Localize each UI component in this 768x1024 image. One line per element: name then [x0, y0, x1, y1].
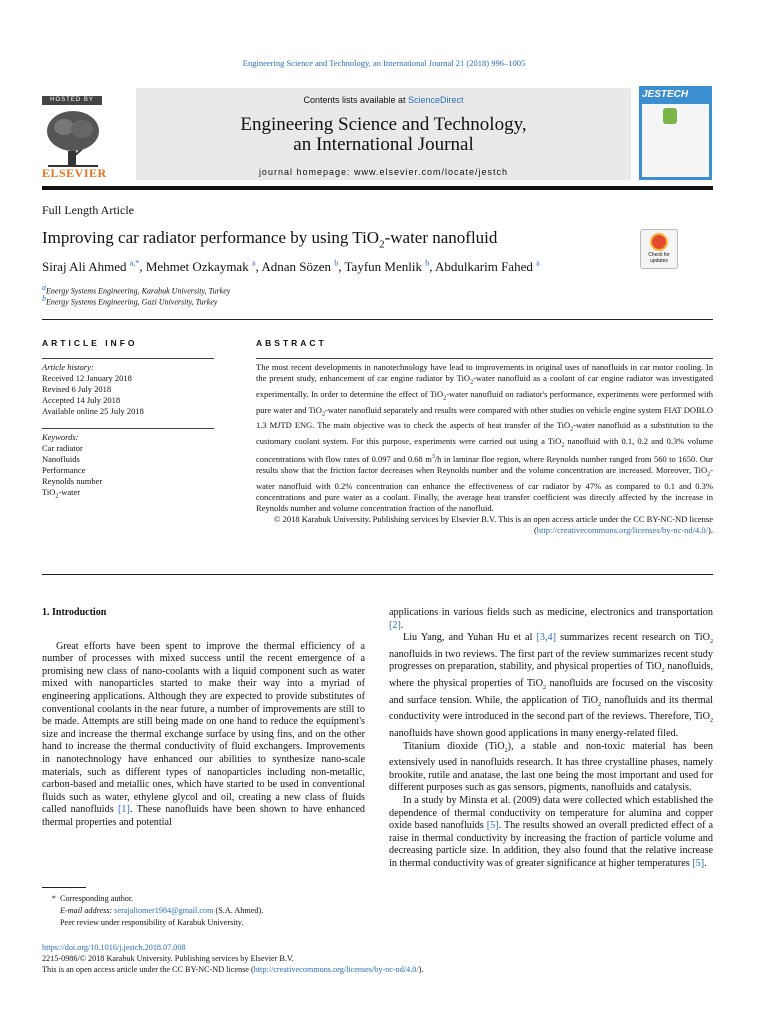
history-label: Article history: — [42, 362, 94, 372]
article-title — [42, 228, 497, 250]
contents-prefix: Contents lists available at — [303, 95, 409, 105]
doi-link[interactable]: https://doi.org/10.1016/j.jestch.2018.07.008 — [42, 943, 186, 952]
affiliation-b: $^b$Energy Systems Engineering, Gazi University, Turkey — [42, 294, 218, 307]
homepage-url[interactable]: www.elsevier.com/locate/jestch — [354, 167, 509, 177]
footnotes — [42, 893, 372, 929]
body-right-column — [389, 607, 713, 870]
paragraph-reviews: Liu Yang, and Yuhan Hu et al [3,4] summarizes recent research on TiO$_2$ nanofluids in two reviews. The first part of the review summarizes recent study progresses on preparation, stability, and physical properties of TiO$_2$ nanofluids, where the physical properties of TiO$_2$ nanofluids are focused on the viscosity and surface tension. While, the application of TiO$_2$ nanofluids and its thermal conductivity were introduced in the second part of the reviews. Therefore, TiO$_2$ nanofluids have shown good applications in many energy-related filed. — [389, 632, 713, 739]
corresponding-author-note: * Corresponding author. — [51, 894, 134, 903]
citation-link[interactable]: [2] — [389, 619, 401, 631]
cover-label: JESTECH — [642, 89, 689, 100]
issn-line: 2215-0986/© 2018 Karabuk University. Publishing services by Elsevier B.V. — [42, 954, 294, 963]
footer — [42, 942, 423, 975]
cover-emblem-icon — [663, 108, 677, 124]
keywords: Keywords: Car radiator Nanofluids Performance Reynolds number TiO$_2$-water — [42, 432, 103, 500]
paragraph-minsta: In a study by Minsta et al. (2009) data were collected which established the dependence of thermal conductivity on temperature for alumina and copper oxide based nanofluids [5]. The results showed an overall predicted effect of a raise in thermal conductivity by increasing the fraction of particle volume and decreasing particle size. In addition, they also found that the relative increase in thermal conductivity was of greater significance at higher temperatures [5]. — [389, 794, 714, 869]
check-for-updates-button[interactable] — [640, 229, 678, 269]
abstract-copyright: © 2018 Karabuk University. Publishing services by Elsevier B.V. This is an open access article under the CC BY-NC-ND license (http://creativecommons.org/licenses/by-nc-nd/4.0/). — [273, 513, 713, 536]
title-subscript: 2 — [379, 238, 385, 251]
keywords-rule — [42, 428, 214, 429]
citation-link[interactable]: [5] — [486, 820, 499, 832]
author[interactable]: Adnan Sözen $^b$, — [261, 259, 345, 275]
email-link[interactable]: serajaliomer1984@gmail.com — [114, 906, 214, 915]
hosted-by-label: HOSTED BY — [42, 96, 102, 105]
paragraph-continued: applications in various fields such as medicine, electronics and transportation [2]. — [389, 607, 713, 631]
citation-link[interactable]: [3,4] — [536, 632, 557, 644]
check-updates-icon — [650, 233, 668, 251]
journal-title — [136, 115, 631, 155]
intro-paragraph-1: Great efforts have been spent to improve the thermal efficiency of a number of processes with mixed success until the recent emergence of a promising new class of nano-coolants with a liquid component such as water mixed with nanoparticles started to make their way into a myriad of engineering applications. Although they are expected to provide substitutes of conventional coolants in the near future, a number of improvements are still to be made. Attempts are still being made on one hand to reduce the equipment's size and increase the thermal exchange surface by using fins, and on the other hand to increase the thermal conductivity of fluid exchangers. Improvements in nanotechnology have enhanced our abilities to synthesize nano-scale materials, such as different types of nanoparticles including non-metallic, carbon-based and metallic ones, which have started to be used in conventional fluids such as water, ethylene glycol and oil, creating a new class of fluids called nanofluids [1]. These nanofluids have been shown to have enhanced thermal properties and potential — [42, 640, 365, 828]
intro-heading: 1. Introduction — [42, 607, 107, 618]
header-divider — [42, 186, 713, 190]
journal-homepage — [136, 167, 631, 177]
body-divider — [42, 574, 713, 575]
article-type: Full Length Article — [42, 203, 134, 217]
author[interactable]: Tayfun Menlik $^b$, — [344, 259, 435, 275]
title-part-2: -water nanofluid — [384, 228, 498, 247]
author[interactable]: Mehmet Ozkaymak $^a$, — [145, 259, 262, 275]
abstract-body — [256, 362, 713, 536]
sciencedirect-link[interactable]: ScienceDirect — [408, 95, 464, 105]
article-info-heading: ARTICLE INFO — [42, 338, 138, 348]
homepage-prefix: journal homepage: — [258, 167, 354, 177]
author-list — [42, 259, 540, 275]
info-rule — [42, 358, 214, 359]
journal-title-line2: an International Journal — [293, 134, 474, 155]
journal-cover-thumbnail[interactable] — [639, 86, 712, 180]
keywords-label: Keywords: — [42, 432, 79, 442]
author[interactable]: Siraj Ali Ahmed $^{a,*}$, — [42, 259, 146, 275]
open-access-line: This is an open access article under the CC BY-NC-ND license (http://creativecommons.org/licenses/by-nc-nd/4.0/). — [42, 965, 424, 974]
journal-title-line1: Engineering Science and Technology, — [240, 114, 527, 135]
footer-license-link[interactable]: http://creativecommons.org/licenses/by-nc-nd/4.0/ — [253, 965, 419, 974]
peer-review-note: Peer review under responsibility of Karabuk University. — [60, 918, 244, 927]
abstract-rule — [256, 358, 713, 359]
affiliation-a: $^a$Energy Systems Engineering, Karabuk University, Turkey — [42, 283, 231, 296]
license-link[interactable]: http://creativecommons.org/licenses/by-nc-nd/4.0/ — [536, 525, 709, 536]
body-left-column — [42, 607, 365, 830]
citation-link[interactable]: [1] — [118, 804, 130, 816]
title-part-1: Improving car radiator performance by using TiO — [42, 228, 380, 247]
check-updates-label: Check for updates — [648, 252, 670, 264]
abstract-text: The most recent developments in nanotechnology have lead to improvements in original uses of nanofluids in car motor cooling. In the present study, enhancement of car engine radiator by TiO$_2$-water nanofluid as a coolant of car engine radiator was investigated experimentally. In order to determine the effect of TiO$_2$-water nanofluid on radiator's performance, experiments were performed with pure water and TiO$_2$-water nanofluid separately and results were compared with other studies on vehicle engine system FIAT DOBLO 1.3 MJTD ENG. The main objective was to check the aspects of heat transfer of the TiO$_2$-water nanofluid as a substitution to the customary coolant system. For this purpose, experiments were carried out using a TiO$_2$ nanofluid with 0.1, 0.2 and 0.3% volume concentrations with flow rates of 0.097 and 0.68 $m^3/h$ in laminar floe region, where Reynolds number ranged from 560 to 1650. Our results show that the friction factor decreases when Reynolds number and the volume concentration are increased. Moreover, TiO$_2$-water nanofluid with 0.2% concentration can enhance the effectiveness of car radiator by 47% as compared to 0.1 and 0.3% concentrations and pure water as a coolant. Finally, the average heat transfer coefficient was directly affected by the increase in Reynolds number and volume concentration fraction of the nanofluid. — [256, 362, 713, 513]
paragraph-titanium: Titanium dioxide (TiO$_2$), a stable and non-toxic material has been extensively used in nanofluids research. It has three crystalline phases, namely brookite, rutile and anatase, the last one being the most important and used for different purposes such as gas sensors, pigments, nanofluids and catalysis. — [389, 740, 713, 794]
footnote-rule — [42, 887, 86, 888]
citation-link[interactable]: [5] — [692, 857, 705, 869]
elsevier-wordmark: ELSEVIER — [42, 166, 107, 180]
author[interactable]: Abdulkarim Fahed $^a$ — [435, 259, 540, 275]
abstract-heading: ABSTRACT — [256, 338, 327, 348]
article-history: Article history: Received 12 January 2018 Revised 6 July 2018 Accepted 14 July 2018 Available online 25 July 2018 — [42, 362, 144, 416]
section-divider — [42, 319, 713, 320]
contents-line — [136, 95, 631, 105]
email-note: E-mail address: serajaliomer1984@gmail.com (S.A. Ahmed). — [60, 906, 264, 915]
journal-citation[interactable]: Engineering Science and Technology, an International Journal 21 (2018) 996–1005 — [242, 58, 526, 68]
